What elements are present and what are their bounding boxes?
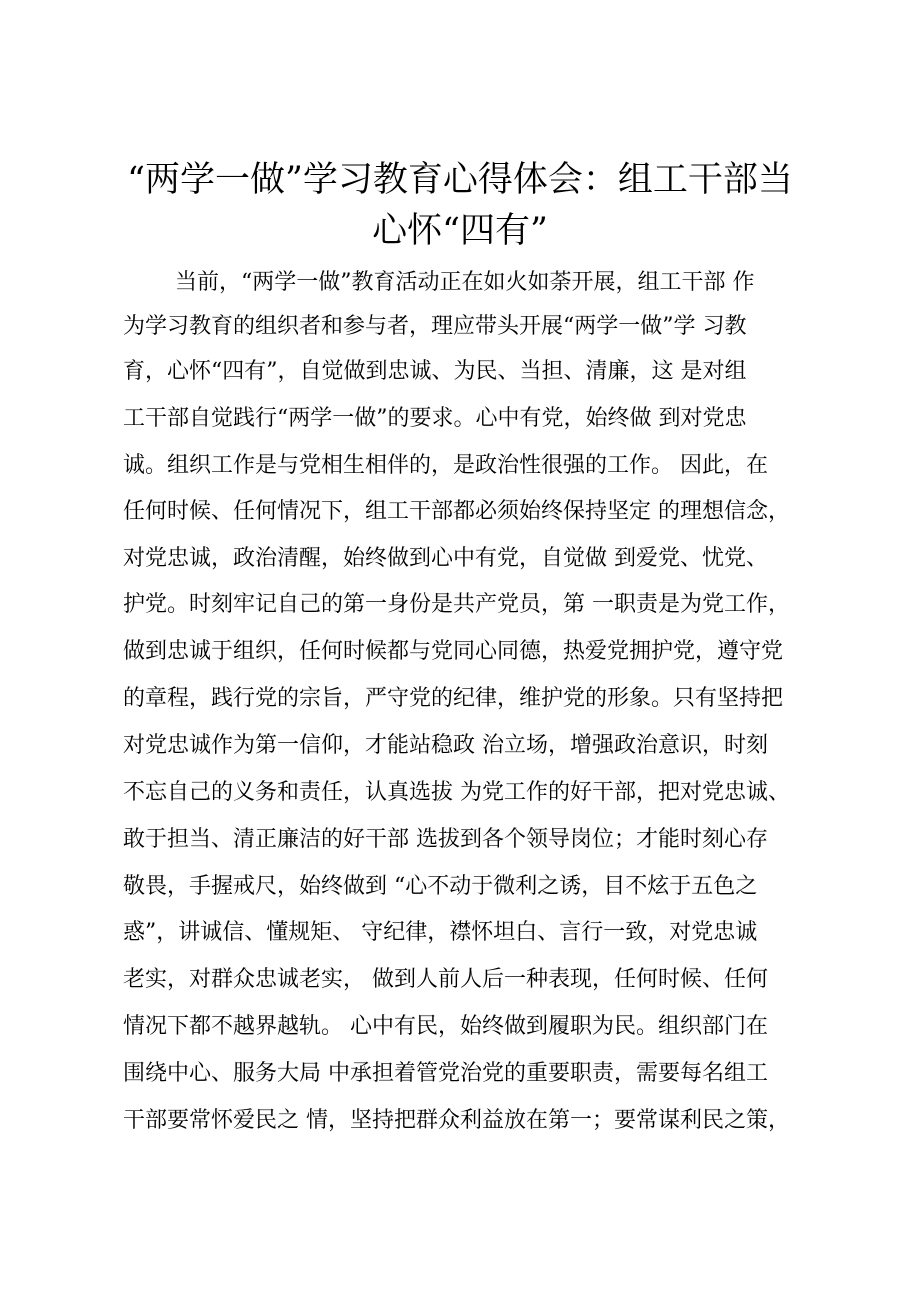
body-text-line: 敬畏，手握戒尺，始终做到 “心不动于微利之诱，目不炫于五色之 bbox=[123, 874, 758, 899]
body-text-line: 老实，对群众忠诚老实， 做到人前人后一种表现，任何时候、任何 bbox=[123, 967, 768, 992]
body-text-line: 诚。组织工作是与党相生相伴的，是政治性很强的工作。 因此，在 bbox=[123, 453, 768, 478]
body-text-line: 护党。时刻牢记自己的第一身份是共产党员，第 一职责是为党工作， bbox=[123, 592, 790, 617]
body-text-line: 育，心怀“四有”，自觉做到忠诚、为民、当担、清廉，这 是对组 bbox=[123, 359, 747, 384]
body-text-line: 做到忠诚于组织，任何时候都与党同心同德，热爱党拥护党，遵守党 bbox=[123, 639, 784, 664]
body-text-line: 惑”，讲诚信、懂规矩、 守纪律，襟怀坦白、言行一致，对党忠诚 bbox=[123, 920, 758, 945]
body-text-line: 为学习教育的组织者和参与者，理应带头开展“两学一做”学 习教 bbox=[123, 314, 747, 339]
body-text-line: 情况下都不越界越轨。 心中有民，始终做到履职为民。组织部门在 bbox=[123, 1014, 768, 1039]
body-text-line: 对党忠诚，政治清醒，始终做到心中有党，自觉做 到爱党、忧党、 bbox=[123, 546, 768, 571]
body-text-line: 工干部自觉践行“两学一做”的要求。心中有党，始终做 到对党忠 bbox=[123, 406, 747, 431]
body-text-line: 围绕中心、服务大局 中承担着管党治党的重要职责，需要每名组工 bbox=[123, 1061, 768, 1086]
body-text-line: 当前，“两学一做”教育活动正在如火如荼开展，组工干部 作 bbox=[175, 270, 755, 295]
body-text-line: 的章程，践行党的宗旨，严守党的纪律，维护党的形象。只有坚持把 bbox=[123, 686, 784, 711]
body-text-line: 不忘自己的义务和责任，认真选拔 为党工作的好干部，把对党忠诚、 bbox=[123, 780, 790, 805]
body-text-line: 干部要常怀爱民之 情，坚持把群众利益放在第一；要常谋利民之策， bbox=[123, 1108, 790, 1133]
body-text-line: 对党忠诚作为第一信仰，才能站稳政 治立场，增强政治意识，时刻 bbox=[123, 733, 768, 758]
body-text-line: 任何时候、任何情况下，组工干部都必须始终保持坚定 的理想信念， bbox=[123, 499, 790, 524]
body-text-line: 敢于担当、清正廉洁的好干部 选拔到各个领导岗位；才能时刻心存 bbox=[123, 827, 768, 852]
document-title-line-1: “两学一做”学习教育心得体会：组工干部当 bbox=[127, 160, 793, 200]
document-title-line-2: 心怀“四有” bbox=[372, 211, 548, 251]
